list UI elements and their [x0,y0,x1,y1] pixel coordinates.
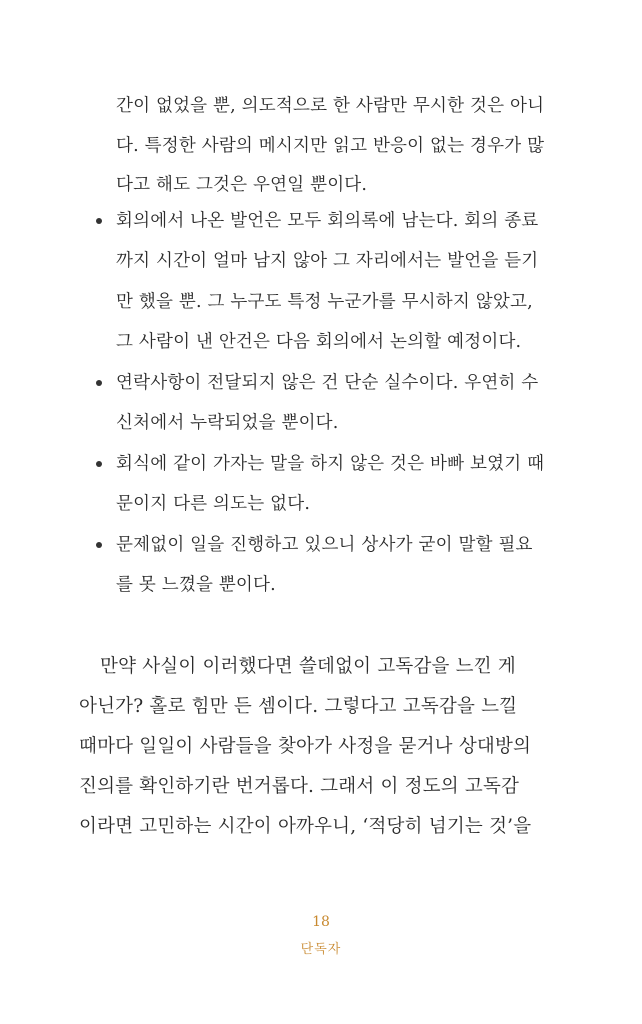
page-number: 18 [312,914,330,930]
continuation-line: 다. 특정한 사람의 메시지만 읽고 반응이 없는 경우가 많 [116,136,545,156]
bullet-dot-icon [96,218,102,224]
bullet-dot-icon [96,461,102,467]
bullet-line: 를 못 느꼈을 뿐이다. [116,575,276,595]
paragraph-line: 만약 사실이 이러했다면 쓸데없이 고독감을 느낀 게 [100,656,516,677]
bullet-line: 까지 시간이 얼마 남지 않아 그 자리에서는 발언을 듣기 [116,251,539,271]
bullet-line: 연락사항이 전달되지 않은 건 단순 실수이다. 우연히 수 [116,373,539,393]
bullet-dot-icon [96,542,102,548]
bullet-line: 회의에서 나온 발언은 모두 회의록에 남는다. 회의 종료 [116,211,539,231]
paragraph-line: 이라면 고민하는 시간이 아까우니, ‘적당히 넘기는 것’을 [79,816,532,837]
paragraph-line: 때마다 일일이 사람들을 찾아가 사정을 묻거나 상대방의 [79,736,532,757]
bullet-dot-icon [96,380,102,386]
bullet-line: 신처에서 누락되었을 뿐이다. [116,413,339,433]
bullet-line: 회식에 같이 가자는 말을 하지 않은 것은 바빠 보였기 때 [116,454,545,474]
paragraph-line: 진의를 확인하기란 번거롭다. 그래서 이 정도의 고독감 [79,776,520,797]
bullet-line: 그 사람이 낸 안건은 다음 회의에서 논의할 예정이다. [116,332,522,352]
bullet-line: 문이지 다른 의도는 없다. [116,494,311,514]
continuation-line: 다고 해도 그것은 우연일 뿐이다. [116,175,368,195]
bullet-line: 문제없이 일을 진행하고 있으니 상사가 굳이 말할 필요 [116,535,533,555]
bullet-line: 만 했을 뿐. 그 누구도 특정 누군가를 무시하지 않았고, [116,292,533,312]
continuation-line: 간이 없었을 뿐, 의도적으로 한 사람만 무시한 것은 아니 [116,96,545,116]
paragraph-line: 아닌가? 홀로 힘만 든 셈이다. 그렇다고 고독감을 느낄 [79,696,518,717]
book-title: 단독자 [300,942,342,957]
